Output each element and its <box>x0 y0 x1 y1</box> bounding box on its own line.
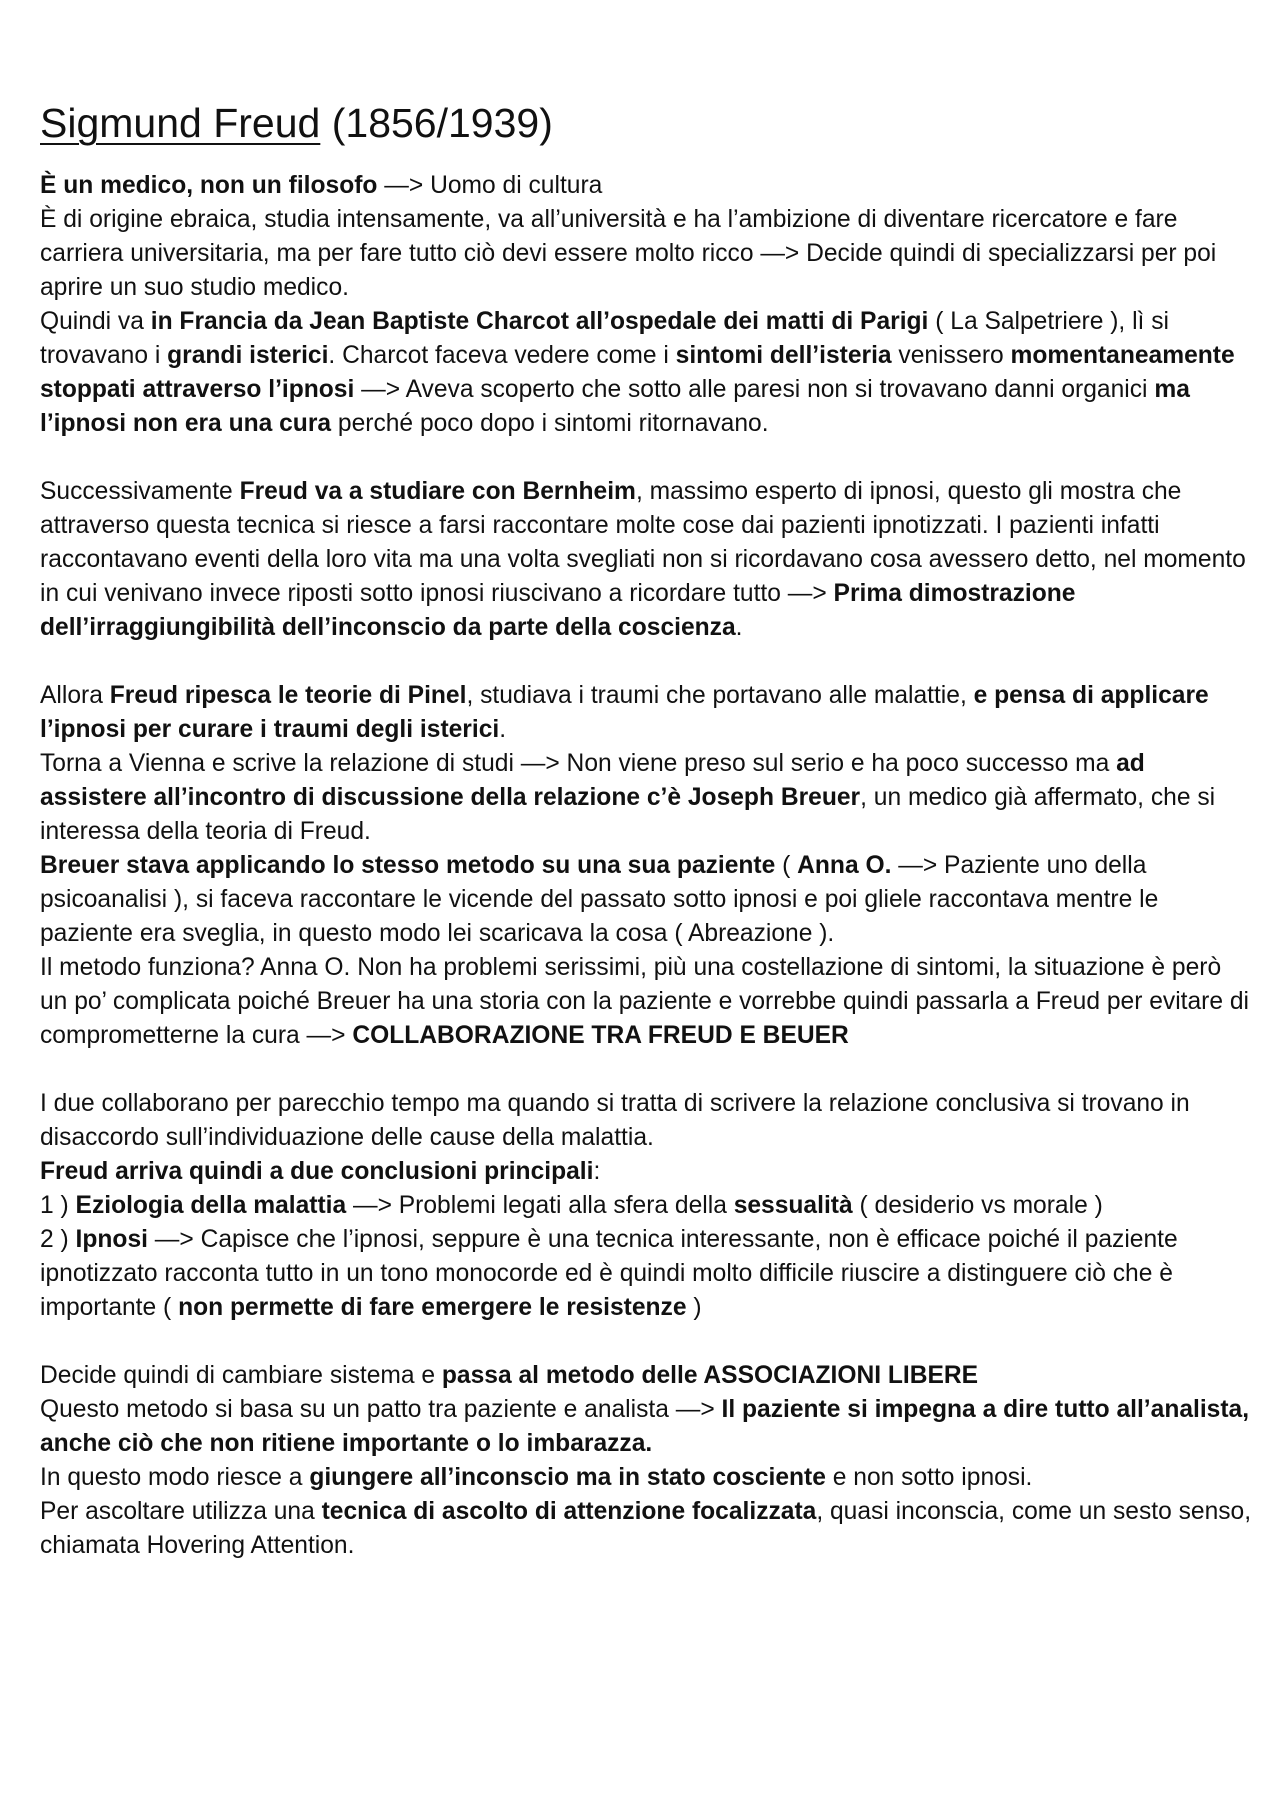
body-text: Per ascoltare utilizza una <box>40 1498 322 1525</box>
bold-text: tecnica di ascolto di attenzione focalizzata <box>321 1498 817 1525</box>
body-text: —> Uomo di cultura <box>377 172 603 199</box>
body-text: Torna a Vienna e scrive la relazione di studi —> Non viene preso sul serio e ha poco successo ma <box>40 750 1117 777</box>
body-text: , un medico già affermato, che si interessa della teoria di Freud. <box>40 784 1216 845</box>
paragraph-1 <box>40 169 1252 441</box>
paragraph-gap <box>40 1325 1252 1359</box>
body-text: 1 ) <box>40 1192 76 1219</box>
paragraph-4 <box>40 1087 1252 1325</box>
bold-text: non permette di fare emergere le resistenze <box>178 1294 687 1321</box>
bold-text: e pensa di applicare l’ipnosi per curare i traumi degli isterici <box>40 682 1209 743</box>
bold-text: Eziologia della malattia <box>75 1192 347 1219</box>
bold-text: grandi isterici <box>167 342 329 369</box>
bold-text: Anna O. <box>797 852 892 879</box>
bold-text: giungere all’inconscio ma in stato cosciente <box>309 1464 826 1491</box>
bold-text: sessualità <box>733 1192 853 1219</box>
body-text: : <box>593 1158 601 1185</box>
body-text: Decide quindi di cambiare sistema e <box>40 1362 442 1389</box>
body-text: . Charcot faceva vedere come i <box>328 342 676 369</box>
body-text: —> Paziente uno della psicoanalisi ), si faceva raccontare le vicende del passato sotto ipnosi e poi gliele raccontava mentre le paziente era sveglia, in questo modo lei scaricava la cosa ( Abreazione ). <box>40 852 1159 947</box>
body-text: , quasi inconscia, come un sesto senso, chiamata Hovering Attention. <box>40 1498 1252 1559</box>
bold-text: in Francia da Jean Baptiste Charcot all’ospedale dei matti di Parigi <box>150 308 929 335</box>
bold-text: Ipnosi <box>75 1226 148 1253</box>
bold-text: Freud ripesca le teorie di Pinel <box>109 682 467 709</box>
body-text: e non sotto ipnosi. <box>825 1464 1033 1491</box>
body-text: Successivamente <box>40 478 240 505</box>
body-text: 2 ) <box>40 1226 76 1253</box>
bold-text: Freud va a studiare con Bernheim <box>239 478 636 505</box>
bold-text: Freud arriva quindi a due conclusioni principali <box>40 1158 594 1185</box>
body-text: perché poco dopo i sintomi ritornavano. <box>331 410 769 437</box>
body-text: In questo modo riesce a <box>40 1464 310 1491</box>
bold-text: Breuer stava applicando lo stesso metodo su una sua paziente <box>40 852 776 879</box>
body-text: . <box>735 614 743 641</box>
body-text: , massimo esperto di ipnosi, questo gli mostra che attraverso questa tecnica si riesce a farsi raccontare molte cose dai pazienti ipnotizzati. I pazienti infatti raccontavano eventi della loro vita ma una volta svegliati non si ricordavano cosa avessero detto, nel momento in cui venivano invece riposti sotto ipnosi riuscivano a ricordare tutto —> <box>40 478 1246 607</box>
page-title <box>40 96 1252 150</box>
paragraph-3 <box>40 679 1252 1053</box>
body-text: , studiava i traumi che portavano alle malattie, <box>466 682 974 709</box>
paragraph-gap <box>40 645 1252 679</box>
paragraph-5 <box>40 1359 1252 1563</box>
paragraph-gap <box>40 441 1252 475</box>
body-text: Questo metodo si basa su un patto tra paziente e analista —> <box>40 1396 722 1423</box>
paragraph-2 <box>40 475 1252 645</box>
body-text: ( <box>775 852 798 879</box>
body-text: Allora <box>40 682 110 709</box>
bold-text: COLLABORAZIONE TRA FREUD E BEUER <box>352 1022 849 1049</box>
document-page <box>40 96 1252 1563</box>
body-text: . <box>499 716 507 743</box>
bold-text: ad assistere all’incontro di discussione della relazione c’è Joseph Breuer <box>40 750 1145 811</box>
bold-text: Prima dimostrazione dell’irraggiungibilità dell’inconscio da parte della coscienza <box>40 580 1076 641</box>
bold-text: ma l’ipnosi non era una cura <box>40 376 1190 437</box>
body-text: È di origine ebraica, studia intensamente, va all’università e ha l’ambizione di diventare ricercatore e fare carriera universitaria, ma per fare tutto ciò devi essere molto ricco —> Decide quindi di specializzarsi per poi aprire un suo studio medico. <box>40 206 1217 301</box>
body-text: Il metodo funziona? Anna O. Non ha problemi serissimi, più una costellazione di sintomi, la situazione è però un po’ complicata poiché Breuer ha una storia con la paziente e vorrebbe quindi passarla a Freud per evitare di comprometterne la cura —> <box>40 954 1250 1049</box>
bold-text: Il paziente si impegna a dire tutto all’analista, anche ciò che non ritiene importante o lo imbarazza. <box>40 1396 1250 1457</box>
bold-text: passa al metodo delle ASSOCIAZIONI LIBERE <box>441 1362 979 1389</box>
title-name: Sigmund Freud <box>40 100 321 146</box>
body-text: —> Aveva scoperto che sotto alle paresi non si trovavano danni organici <box>354 376 1155 403</box>
body-text: ( desiderio vs morale ) <box>852 1192 1103 1219</box>
bold-text: momentaneamente stoppati attraverso l’ipnosi <box>40 342 1235 403</box>
body-text: —> Capisce che l’ipnosi, seppure è una tecnica interessante, non è efficace poiché il paziente ipnotizzato racconta tutto in un tono monocorde ed è quindi molto difficile riuscire a distinguere ciò che è importante ( <box>40 1226 1178 1321</box>
body-text: I due collaborano per parecchio tempo ma quando si tratta di scrivere la relazione conclusiva si trovano in disaccordo sull’individuazione delle cause della malattia. <box>40 1090 1190 1151</box>
bold-text: sintomi dell’isteria <box>675 342 892 369</box>
bold-text: È un medico, non un filosofo <box>40 172 378 199</box>
body-text: venissero <box>891 342 1011 369</box>
title-years: (1856/1939) <box>331 100 553 146</box>
body-text: ( La Salpetriere ), lì si trovavano i <box>40 308 1169 369</box>
body-text: —> Problemi legati alla sfera della <box>346 1192 734 1219</box>
body-text: Quindi va <box>40 308 151 335</box>
body-text: ) <box>686 1294 702 1321</box>
paragraph-gap <box>40 1053 1252 1087</box>
